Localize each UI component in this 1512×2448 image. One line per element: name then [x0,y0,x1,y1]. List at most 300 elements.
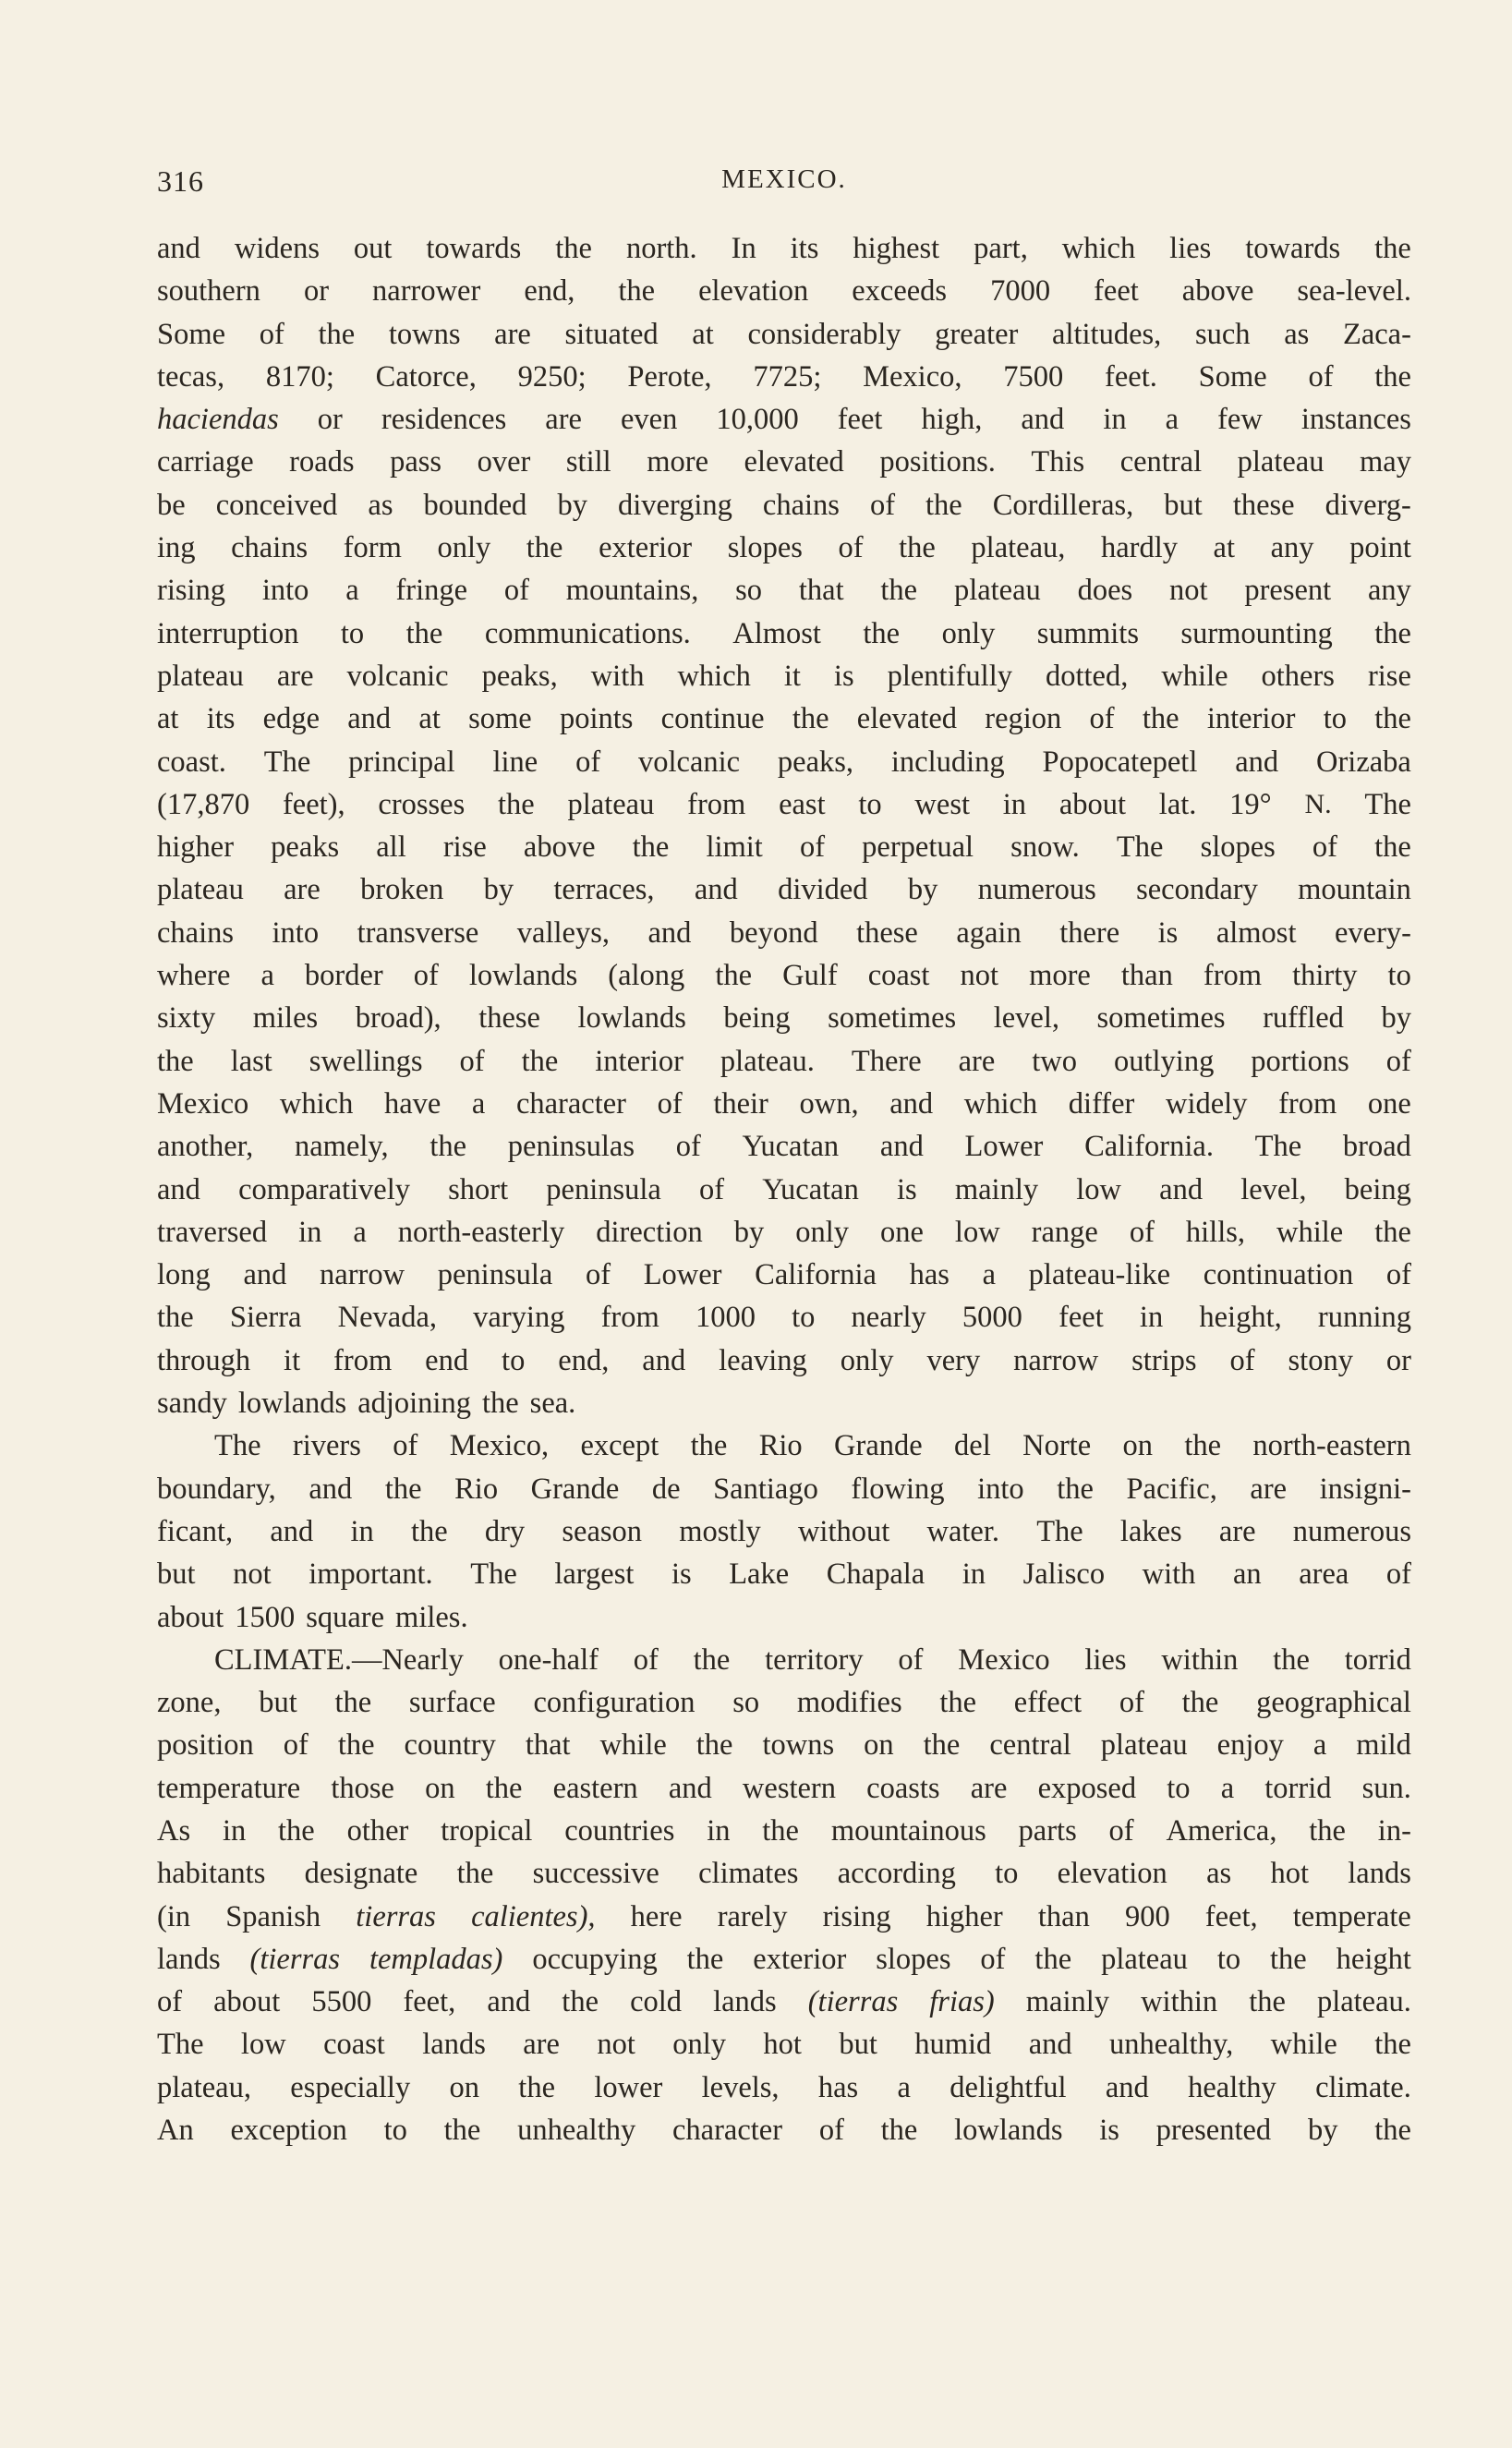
word: the [1374,2114,1411,2148]
word: which [1061,232,1136,265]
word: feet. [1105,359,1157,394]
word: range [1031,1215,1098,1249]
word: central [989,1728,1071,1763]
word: the [1034,1942,1072,1976]
running-head [157,164,1411,205]
text-line [157,1639,1411,1681]
word: about [1058,787,1127,821]
word: one [880,1215,924,1249]
word: The [1036,1514,1083,1548]
word: slopes [727,531,803,565]
text-line [157,783,1411,826]
word: a [260,959,274,993]
word: hot [1270,1857,1309,1891]
word: southern [157,274,260,309]
word: the [762,1813,799,1848]
word: feet), [282,787,345,821]
word: dotted, [1045,659,1129,693]
word: strips [1131,1343,1197,1377]
word: 10,000 [716,403,799,437]
text-line [157,697,1411,740]
word: form [343,531,402,565]
word: feet, [1204,1899,1258,1933]
word: California [755,1258,877,1292]
word: a [897,2070,911,2104]
word: through [157,1343,251,1377]
word: of [1229,1343,1255,1377]
word: plateau [1100,1728,1188,1763]
word: Pacific, [1126,1472,1217,1506]
text-line [157,569,1411,612]
word: position [157,1728,254,1763]
word: sometimes [828,1001,957,1036]
word: present [1244,574,1332,608]
word: zone, [157,1686,222,1720]
word: altitudes, [1052,317,1162,351]
word: border [304,959,383,993]
word: exposed [1037,1771,1137,1805]
word: temperate [1292,1899,1411,1933]
word: Some [157,317,226,351]
word: running [1317,1301,1411,1335]
word: and [487,1985,531,2019]
word: end, [558,1343,610,1377]
word: rising [822,1899,891,1933]
word: the [1184,1429,1222,1463]
word: within [1141,1985,1218,2019]
word: narrow [1013,1343,1099,1377]
word: and [1159,1172,1204,1206]
word: mountainous [830,1813,986,1848]
word: Almost [732,616,821,650]
word: as [368,488,393,522]
word: of [1312,830,1337,865]
word: traversed [157,1215,268,1249]
word: surface [408,1686,496,1720]
word: widely [1166,1086,1248,1121]
word: The [157,2028,204,2062]
word: Mexico, [449,1429,550,1463]
word: feet, [403,1985,456,2019]
word: of [980,1942,1006,1976]
text-line [157,2109,1411,2151]
word: so [732,1686,760,1720]
word: 9250; [517,359,587,394]
text-line [157,2023,1411,2066]
word: the [690,1429,728,1463]
word: in [1139,1301,1164,1335]
word: on [425,1771,455,1805]
word: has [817,2070,859,2104]
word: flowing [851,1472,945,1506]
word: point [1349,531,1411,565]
text-line [157,1981,1411,2023]
word: as [1206,1857,1232,1891]
word: hot [763,2028,802,2062]
word: according [837,1857,956,1891]
word: into [977,1472,1024,1506]
word: Yucatan [742,1130,840,1164]
word: sea-level. [1297,274,1411,309]
word: a [1165,403,1179,437]
word: which [963,1086,1038,1121]
word: sixty [157,1001,216,1036]
word: torrid [1264,1771,1332,1805]
word: low [240,2028,286,2062]
word: any [1270,531,1314,565]
word: nearly [851,1301,926,1335]
word: or [1385,1343,1411,1377]
word: are [494,317,531,351]
word: important. [308,1557,433,1592]
word: Lake [729,1557,790,1592]
word: while [599,1728,667,1763]
word: peninsulas [507,1130,635,1164]
word: lands [157,1942,221,1976]
word: namely, [294,1130,389,1164]
word: these [856,915,918,950]
text-line [157,1083,1411,1125]
word: sandy [157,1387,227,1421]
word: the [880,2114,918,2148]
text-line [157,997,1411,1039]
word: the [334,1686,372,1720]
word: but [1164,488,1203,522]
word: thirty [1292,959,1358,993]
word: pass [390,445,442,479]
word: east [779,787,826,821]
word: positions. [879,445,996,479]
word: not [233,1557,272,1592]
word: the [863,616,901,650]
word: lower [594,2070,663,2104]
word: only [437,531,491,565]
word: than [1120,959,1173,993]
word: An [157,2114,194,2148]
word: a [353,1215,367,1249]
word: Rio [454,1472,499,1506]
word: cold [630,1985,683,2019]
word: hills, [1185,1215,1246,1249]
word: north. [625,232,697,265]
word: at [157,702,179,736]
word: that [525,1728,571,1763]
word: be [157,488,186,522]
text-line [157,1724,1411,1766]
word: last [230,1044,272,1078]
word: rivers [292,1429,361,1463]
word: occupying [532,1942,658,1976]
word: season [562,1514,643,1548]
word: and [270,1514,314,1548]
word: while [1270,2028,1337,2062]
word: Grande [530,1472,620,1506]
word: by [1381,1001,1411,1036]
text-line [157,2066,1411,2109]
word: plateau. [1316,1985,1411,2019]
word: peninsula [437,1258,553,1292]
word: of [283,1728,308,1763]
word: its [206,702,236,736]
word: is [1157,915,1179,950]
word: are [1250,1472,1288,1506]
word: and [157,232,200,265]
word: are [284,873,321,907]
word: plateau, [157,2070,251,2104]
word: of [585,1258,611,1292]
word: it [284,1343,301,1377]
word: diverg- [1325,488,1411,522]
word: lands [713,1985,777,2019]
word: one [1367,1086,1411,1121]
word: the [880,574,918,608]
word: the [618,274,656,309]
word: even [620,403,678,437]
word: region [985,702,1062,736]
word: of [1385,1258,1411,1292]
word: only [672,2028,727,2062]
word: the [1374,232,1411,265]
word: varying [473,1301,565,1335]
word: (along [608,959,685,993]
word: California. [1084,1130,1214,1164]
word: above [1181,274,1254,309]
word: towards [1245,232,1341,265]
word: and [243,1258,287,1292]
word: to [1323,702,1347,736]
word: The [470,1557,517,1592]
word: in [1002,787,1027,821]
word: surmounting [1180,616,1333,650]
word: of [869,488,896,522]
word: are [276,659,314,693]
text-line [157,826,1411,868]
word: effect [1013,1686,1083,1720]
word: character [672,2114,783,2148]
word: towards [426,232,522,265]
word: towns [388,317,461,351]
word: to [340,616,365,650]
word: the [318,317,356,351]
word: and [642,1343,686,1377]
word: comparatively [238,1172,410,1206]
word: The [1254,1130,1302,1164]
word: the [1374,359,1411,394]
word: carriage [157,445,254,479]
word: 8170; [265,359,334,394]
text-line [157,484,1411,527]
word: roads [289,445,355,479]
word: are [958,1044,996,1078]
word: than [1037,1899,1090,1933]
word: portions [1251,1044,1349,1078]
word: 1000 [695,1301,756,1335]
word: healthy [1188,2070,1276,2104]
word: low [954,1215,1000,1249]
word: 7500 [1003,359,1064,394]
word: the [899,531,936,565]
word: the [1273,1642,1310,1677]
word: from [1203,959,1263,993]
word: Nevada, [337,1301,438,1335]
word: and [889,1086,934,1121]
word: of [393,1429,418,1463]
word: has [909,1258,950,1292]
word: to [858,787,882,821]
word: Gulf [782,959,838,993]
word: numerous [1292,1514,1411,1548]
word: slopes [1200,830,1276,865]
word: from [333,1343,393,1377]
word: 900 [1124,1899,1170,1933]
word: country [404,1728,496,1763]
word: rising [157,574,226,608]
word: in [298,1215,322,1249]
word: Jalisco [1022,1557,1106,1592]
word: with [1142,1557,1196,1592]
word: are [545,403,582,437]
word: ficant, [157,1514,234,1548]
word: broken [360,873,444,907]
word: Chapala [826,1557,925,1592]
word: points [559,702,634,736]
word: the [485,1771,523,1805]
word: unhealthy [517,2114,636,2148]
word: the [405,616,443,650]
word: fringe [395,574,468,608]
word: others [1261,659,1335,693]
word: of [1089,702,1115,736]
word: crosses [378,787,466,821]
word: over [477,445,531,479]
word: not [1168,574,1208,608]
word: including [890,745,1005,779]
word: by [907,873,938,907]
word: configuration [533,1686,696,1720]
word: of [799,830,826,865]
word: greater [935,317,1019,351]
word: summits [1036,616,1139,650]
word: the [410,1514,448,1548]
word: temperature [157,1771,301,1805]
word: to [383,2114,407,2148]
word: at [418,702,441,736]
word: and [879,1130,924,1164]
word: broad [1342,1130,1411,1164]
word: divided [778,873,868,907]
text-line [157,954,1411,997]
word: so [735,574,763,608]
word: on [449,2070,479,2104]
word: west [914,787,970,821]
word: lowlands [468,959,578,993]
word: these [478,1001,540,1036]
word: plateau, [971,531,1066,565]
word: mostly [679,1514,761,1548]
word: two [1032,1044,1078,1078]
word: edge [262,702,321,736]
word: largest [554,1557,635,1592]
word: the [1374,830,1411,865]
word: a [982,1258,997,1292]
word: As [157,1813,191,1848]
word: higher [925,1899,1003,1933]
word: adjoining [357,1387,471,1421]
word: to [1387,959,1411,993]
word: end, [524,274,575,309]
word: all [376,830,406,865]
word: the [429,1130,467,1164]
word: coast. [157,745,226,779]
word: or [303,274,330,309]
word: plateau [953,574,1041,608]
word: of [1385,1044,1411,1078]
word: height, [1199,1301,1282,1335]
text-line [157,1339,1411,1382]
word: by [557,488,587,522]
text-line [157,1510,1411,1553]
word: the [1181,1686,1219,1720]
word: and [1028,2028,1072,2062]
body-text [157,227,1411,2151]
word: plateau [157,873,244,907]
word: level, [1240,1172,1307,1206]
text-line [157,356,1411,398]
word: Perote, [627,359,712,394]
word: the [157,1044,194,1078]
word: height [1336,1942,1411,1976]
word: differ [1068,1086,1135,1121]
text-line [157,398,1411,441]
word: Grande [834,1429,923,1463]
word: miles [252,1001,319,1036]
word: the [384,1472,422,1506]
word: tropical [441,1813,533,1848]
word: secondary [1136,873,1258,907]
word: to [995,1857,1019,1891]
word: CLIMATE.—Nearly [214,1642,464,1677]
word: climate. [1315,2070,1411,2104]
text-line [157,1296,1411,1339]
word: while [1276,1215,1344,1249]
word: Spanish [225,1899,321,1933]
word: ing [157,531,196,565]
word: the [518,2070,556,2104]
word: valleys, [516,915,610,950]
word: at [692,317,714,351]
word: the [632,830,670,865]
word: those [331,1771,394,1805]
word: and [647,915,692,950]
word: more [1029,959,1091,993]
word: is [671,1557,692,1592]
word: very [926,1343,981,1377]
text-line [157,1424,1411,1467]
word: only [795,1215,850,1249]
word: one-half [498,1642,599,1677]
word: calientes), [471,1899,596,1933]
word: within [1161,1642,1239,1677]
word: Yucatan [762,1172,859,1206]
word: especially [290,2070,411,2104]
text-line [157,1169,1411,1211]
word: by [1307,2114,1338,2148]
word: perpetual [862,830,974,865]
word: by [733,1215,765,1249]
word: peaks, [777,745,854,779]
word: terraces, [553,873,655,907]
word: modifies [796,1686,902,1720]
